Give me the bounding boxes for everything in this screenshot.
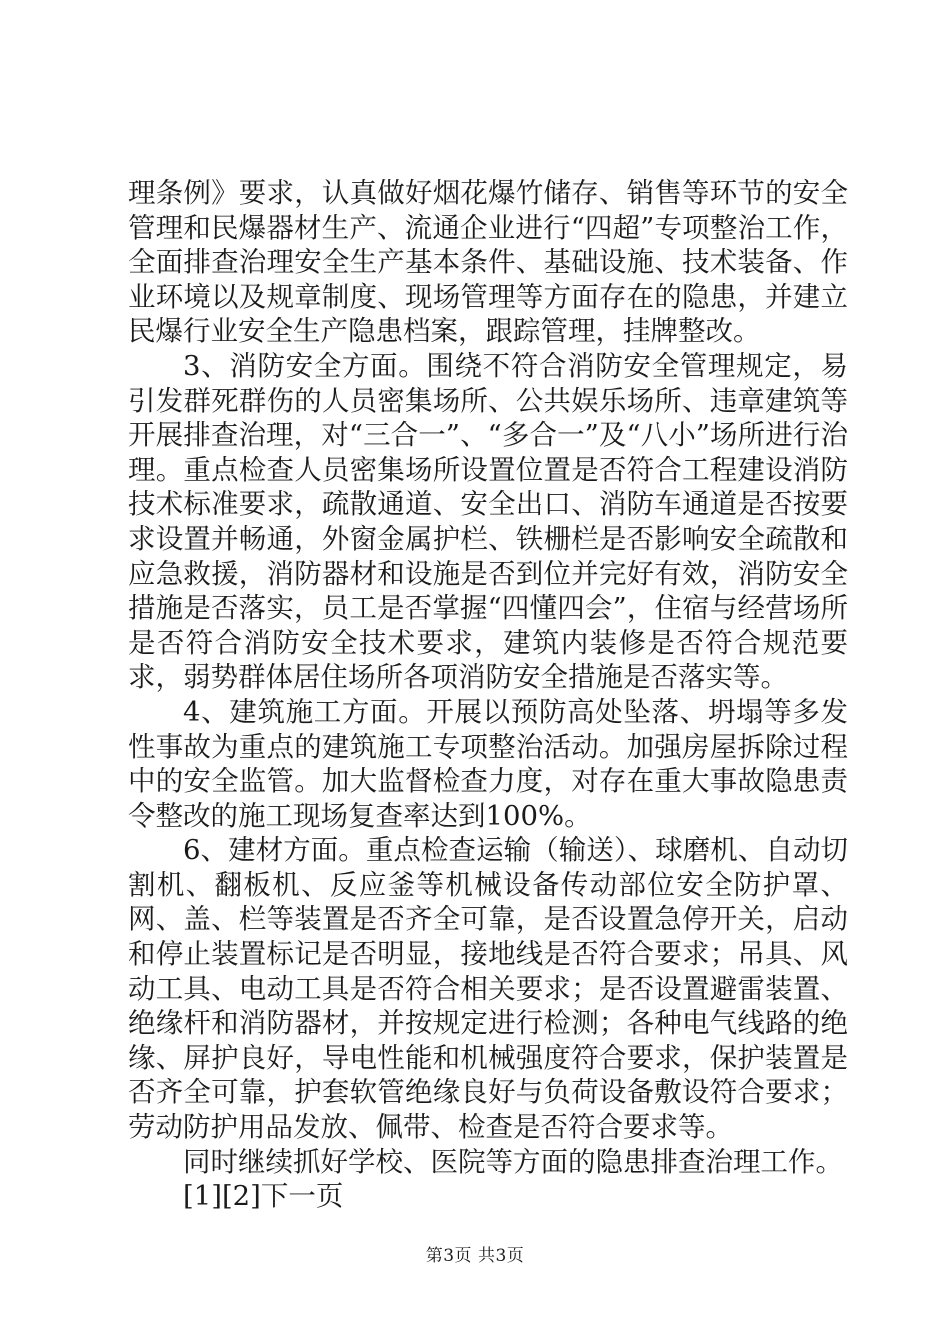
paragraph-continuation: 理条例》要求，认真做好烟花爆竹储存、销售等环节的安全管理和民爆器材生产、流通企业进行“四超”专项整治工作，全面排查治理安全生产基本条件、基础设施、技术装备、作业环境以及规章制度、现场管理等方面存在的隐患，并建立民爆行业安全生产隐患档案，跟踪管理，挂牌整改。 [128,177,848,348]
paragraph-construction: 4、建筑施工方面。开展以预防高处坠落、坍塌等多发性事故为重点的建筑施工专项整治活动。加强房屋拆除过程中的安全监管。加大监督检查力度，对存在重大事故隐患责令整改的施工现场复查率达到100%。 [128,695,848,832]
pagination-links[interactable]: [1][2]下一页 [183,1180,344,1213]
page-number-footer: 第3页 共3页 [425,1246,525,1266]
paragraph-schools-hospitals: 同时继续抓好学校、医院等方面的隐患排查治理工作。 [183,1145,843,1178]
document-body [128,176,848,1214]
paragraph-fire-safety: 3、消防安全方面。围绕不符合消防安全管理规定，易引发群死群伤的人员密集场所、公共娱乐场所、违章建筑等开展排查治理，对“三合一”、“多合一”及“八小”场所进行治理。重点检查人员密集场所设置位置是否符合工程建设消防技术标准要求，疏散通道、安全出口、消防车通道是否按要求设置并畅通，外窗金属护栏、铁栅栏是否影响安全疏散和应急救援，消防器材和设施是否到位并完好有效，消防安全措施是否落实，员工是否掌握“四懂四会”，住宿与经营场所是否符合消防安全技术要求，建筑内装修是否符合规范要求，弱势群体居住场所各项消防安全措施是否落实等。 [128,349,848,694]
paragraph-building-materials: 6、建材方面。重点检查运输（输送）、球磨机、自动切割机、翻板机、反应釜等机械设备传动部位安全防护罩、网、盖、栏等装置是否齐全可靠，是否设置急停开关，启动和停止装置标记是否明显，接地线是否符合要求；吊具、风动工具、电动工具是否符合相关要求；是否设置避雷装置、绝缘杆和消防器材，并按规定进行检测；各种电气线路的绝缘、屏护良好，导电性能和机械强度符合要求，保护装置是否齐全可靠，护套软管绝缘良好与负荷设备敷设符合要求；劳动防护用品发放、佩带、检查是否符合要求等。 [128,834,848,1144]
